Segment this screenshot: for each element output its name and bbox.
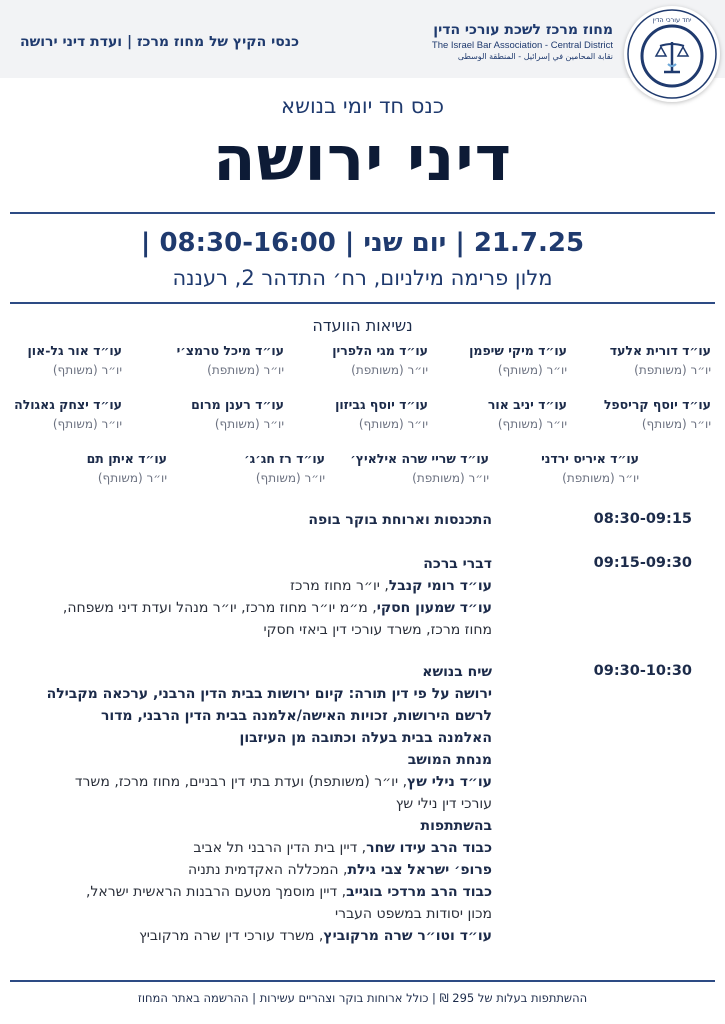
agenda-time: 09:15-09:30 (593, 555, 692, 571)
agenda-line (22, 881, 492, 903)
member-name: עו״ד איתן תם (86, 451, 167, 466)
member-name: עו״ד שריי שרה אילאיץ׳ (350, 451, 489, 466)
event-title: דיני ירושה (212, 122, 513, 195)
member-role: יו״ר (משותף) (255, 471, 325, 485)
agenda-line (22, 575, 492, 597)
agenda-line (22, 815, 492, 837)
agenda-line (22, 705, 492, 727)
agenda-line (22, 903, 492, 925)
agenda-text: עורכי דין נילי שץ (395, 796, 492, 812)
member-name: עו״ד רז חג׳ג׳ (244, 451, 325, 466)
conference-series-title: כנסי הקיץ של מחוז מרכז | ועדת דיני ירושה (20, 34, 299, 50)
agenda-item (22, 661, 492, 947)
committee-member (604, 397, 711, 431)
committee-member (350, 451, 489, 485)
agenda-line (22, 925, 492, 947)
agenda-text-bold: עו״ד שמעון חסקי (376, 600, 492, 616)
member-role: יו״ר (משותפת) (562, 471, 639, 485)
member-role: יו״ר (משותף) (497, 417, 567, 431)
agenda-text-bold: ירושה על פי דין תורה: קיום ירושות בבית הדין הרבני, ערכאה מקבילה (46, 686, 492, 702)
agenda-text-bold: התכנסות וארוחת בוקר בופה (308, 512, 492, 528)
member-role: יו״ר (משותפת) (207, 363, 284, 377)
agenda-text-bold: דברי ברכה (423, 556, 492, 572)
agenda-text-bold: פרופ׳ ישראל צבי גילת (347, 862, 492, 878)
committee-member (541, 451, 639, 485)
org-name-arabic: نقابة المحامين في إسرائيل - المنطقة الوسطى (457, 52, 613, 61)
agenda-time: 09:30-10:30 (593, 663, 692, 679)
member-role: יו״ר (משותף) (497, 363, 567, 377)
agenda-line (22, 771, 492, 793)
member-role: יו״ר (משותף) (641, 417, 711, 431)
member-name: עו״ד מיקי שיפמן (469, 343, 567, 358)
member-name: עו״ד איריס ירדני (541, 451, 639, 466)
agenda-text-bold: עו״ד וטו״ר שרה מרקוביץ (323, 928, 492, 944)
org-name-hebrew: מחוז מרכז לשכת עורכי הדין (433, 22, 613, 38)
committee-member (177, 343, 284, 377)
agenda-line (22, 859, 492, 881)
committee-member (244, 451, 325, 485)
event-subtitle: כנס חד יומי בנושא (281, 94, 444, 118)
agenda-line (22, 553, 492, 575)
agenda-line (22, 749, 492, 771)
agenda-line (22, 509, 492, 531)
agenda-text-bold: כבוד הרב עידו שחר (366, 840, 492, 856)
committee-member (191, 397, 284, 431)
agenda-text-bold: מנחת המושב (407, 752, 492, 768)
org-name-english: The Israel Bar Association - Central District (431, 40, 613, 51)
agenda-text-bold: כבוד הרב מרדכי בוגייב (346, 884, 492, 900)
member-name: עו״ד מיכל טרמצ׳י (176, 343, 284, 358)
agenda-text: , דיין בית הדין הרבני תל אביב (193, 840, 367, 856)
agenda-line (22, 793, 492, 815)
member-role: יו״ר (משותף) (358, 417, 428, 431)
event-date-time: 21.7.25 | יום שני | 08:30-16:00 | (140, 228, 585, 258)
member-name: עו״ד יוסף גביזון (335, 397, 428, 412)
committee-member (610, 343, 711, 377)
agenda-text: , משרד עורכי דין שרה מרקוביץ (139, 928, 324, 944)
agenda-line (22, 683, 492, 705)
agenda-text-bold: שיח בנושא (422, 664, 492, 680)
member-role: יו״ר (משותפת) (634, 363, 711, 377)
agenda-time: 08:30-09:15 (593, 511, 692, 527)
committee-member (332, 343, 428, 377)
scales-of-justice-icon (624, 6, 720, 102)
agenda-text-bold: עו״ד נילי שץ (407, 774, 492, 790)
member-role: יו״ר (משותף) (52, 417, 122, 431)
committee-member (87, 451, 167, 485)
member-role: יו״ר (משותף) (52, 363, 122, 377)
agenda-line (22, 727, 492, 749)
member-role: יו״ר (משותפת) (351, 363, 428, 377)
agenda-text-bold: האלמנה בבית בעלה וכתובה מן העיזבון (239, 730, 492, 746)
member-name: עו״ד רענן מרום (191, 397, 284, 412)
member-name: עו״ד מגי הלפרין (332, 343, 428, 358)
agenda-text: , דיין מוסמך מטעם הרבנות הראשית ישראל, (85, 884, 347, 900)
bar-association-logo (624, 6, 720, 102)
agenda-line (22, 837, 492, 859)
agenda-text: מחוז מרכז, משרד עורכי דין ביאזי חסקי (263, 622, 492, 638)
agenda-text: , מ״מ יו״ר מחוז מרכז, יו״ר מנהל ועדת דיני משפחה, (62, 600, 377, 616)
member-name: עו״ד יצחק גאגולה (14, 397, 122, 412)
agenda-text: , יו״ר מחוז מרכז (290, 578, 389, 594)
event-venue: מלון פרימה מילניום, רח׳ התדהר 2, רעננה (172, 266, 553, 290)
member-name: עו״ד יוסף קריספל (603, 397, 711, 412)
agenda-line (22, 597, 492, 619)
member-role: יו״ר (משותף) (97, 471, 167, 485)
agenda-line (22, 661, 492, 683)
committee-member (469, 343, 567, 377)
header-divider (0, 78, 725, 84)
organization-block (432, 22, 613, 61)
agenda-text: , יו״ר (משותפת) ועדת בתי דין רבניים, מחוז מרכז, משרד (74, 774, 408, 790)
logo-ring-text: יחד עורכי הדין (652, 16, 692, 24)
committee-member (14, 397, 122, 431)
member-name: עו״ד יניב אור (487, 397, 567, 412)
footer-note: ההשתתפות בעלות של 295 ₪ | כולל ארוחות בוקר וצהריים עשירות | ההרשמה באתר המחוז (137, 991, 588, 1005)
agenda-text: , המכללה האקדמית נתניה (187, 862, 348, 878)
divider-top (10, 212, 715, 214)
committee-title: נשיאות הוועדה (312, 316, 413, 335)
agenda-text-bold: עו״ד רומי קנבל (388, 578, 492, 594)
agenda-line (22, 619, 492, 641)
agenda-text-bold: לרשם הירושות, זכויות האישה/אלמנה בבית הדין הרבני, מדור (100, 708, 492, 724)
committee-member (28, 343, 122, 377)
member-role: יו״ר (משותף) (214, 417, 284, 431)
agenda-item (22, 553, 492, 641)
agenda-text-bold: בהשתתפות (420, 818, 492, 834)
member-name: עו״ד דורית אלעד (609, 343, 711, 358)
agenda-item (22, 509, 492, 531)
committee-member (335, 397, 428, 431)
divider-bottom (10, 980, 715, 982)
member-role: יו״ר (משותפת) (412, 471, 489, 485)
member-name: עו״ד אור גל-און (27, 343, 122, 358)
divider-middle (10, 302, 715, 304)
committee-member (488, 397, 567, 431)
agenda-text: מכון יסודות במשפט העברי (335, 906, 492, 922)
